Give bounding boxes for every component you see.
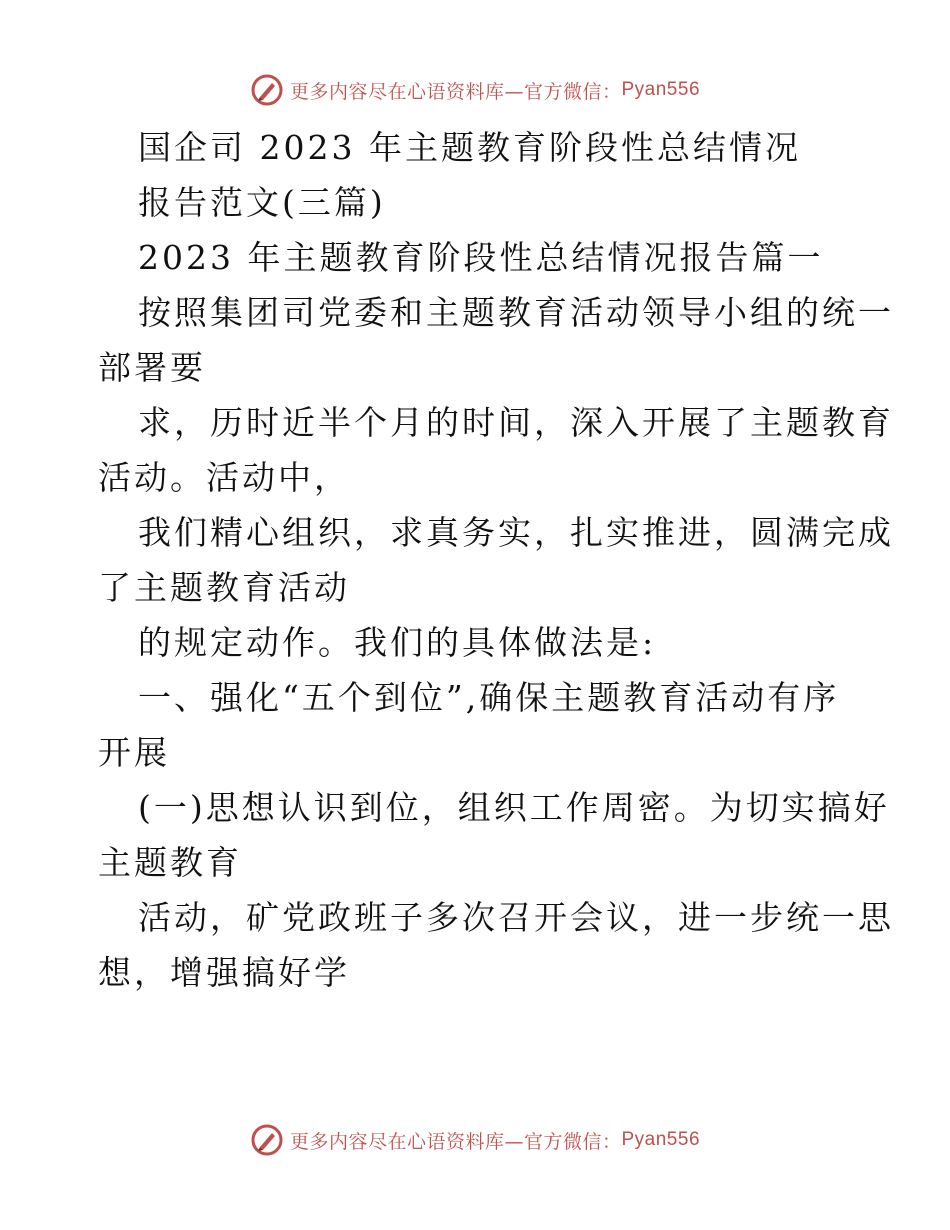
paragraph-line: 我们精心组织，求真务实，扎实推进，圆满完成 [138,513,894,552]
pen-logo-icon [250,73,284,107]
pen-logo-icon [250,1123,284,1157]
paragraph-line: 活动，矿党政班子多次召开会议，进一步统一思 [138,898,894,937]
paragraph-line: 主题教育 [98,843,242,882]
doc-title-line2: 报告范文(三篇) [138,183,386,222]
document-body [98,120,894,1000]
paragraph-line: 活动。活动中， [98,458,350,497]
doc-title-line1: 国企司 2023 年主题教育阶段性总结情况 [138,128,801,167]
paragraph-line: 部署要 [98,348,206,387]
section-title: 2023 年主题教育阶段性总结情况报告篇一 [138,238,824,277]
paragraph-line: 的规定动作。我们的具体做法是: [138,623,657,662]
paragraph-line: 求，历时近半个月的时间，深入开展了主题教育 [138,403,894,442]
watermark-text: 更多内容尽在心语资料库—官方微信： [289,1130,622,1153]
watermark-footer [0,1120,950,1160]
watermark-text: 更多内容尽在心语资料库—官方微信： [289,80,622,103]
paragraph-line: 想，增强搞好学 [98,953,350,992]
paragraph-line: 按照集团司党委和主题教育活动领导小组的统一 [138,293,894,332]
heading-line: 一、强化“五个到位”,确保主题教育活动有序 [138,678,840,717]
paragraph-line: 了主题教育活动 [98,568,350,607]
watermark-id: Pyan556 [621,79,701,100]
watermark-id: Pyan556 [621,1129,701,1150]
watermark-header [0,70,950,110]
heading-line: 开展 [98,733,170,772]
paragraph-line: (一)思想认识到位，组织工作周密。为切实搞好 [138,788,890,827]
